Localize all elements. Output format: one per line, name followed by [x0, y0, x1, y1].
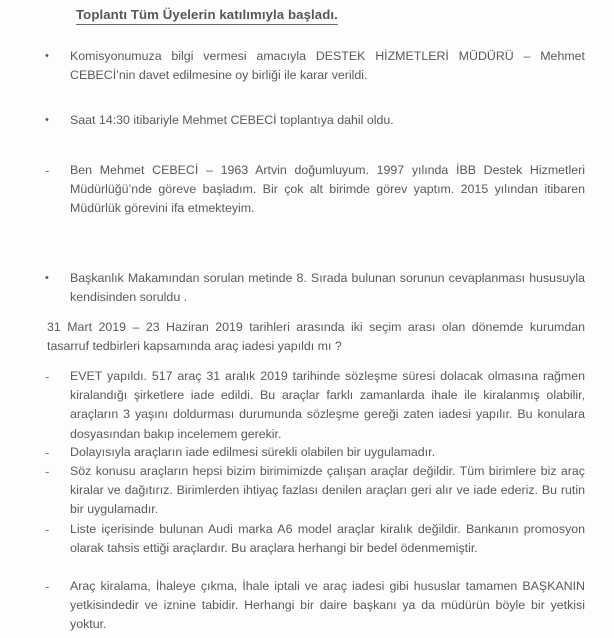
- bullet-dash-icon: -: [45, 522, 50, 537]
- list-item-text: EVET yapıldı. 517 araç 31 aralık 2019 tarihinde sözleşme süresi dolacak olmasına rağmen kiralandığı şirketlere iade edildi. Bu araçlar farklı zamanlarda ihale ile kiralanmış olabilir, araçların 3 yaşını doldurması durumunda sözleşme gereği zaten iadesi yapılır. Bu konulara dosyasından bakıp incelemem gerekir.: [70, 369, 585, 441]
- list-item: [0, 161, 585, 219]
- list-item-text: Başkanlık Makamından sorulan metinde 8. Sırada bulunan sorunun cevaplanması hususuyla kendisinden soruldu .: [70, 271, 585, 305]
- list-item: [0, 520, 585, 558]
- list-item-text: Saat 14:30 itibariyle Mehmet CEBECİ toplantıya dahil oldu.: [70, 113, 394, 127]
- list-item-text: Liste içerisinde bulunan Audi marka A6 model araçlar kiralık değildir. Bankanın promosyon olarak tahsis ettiği araçlardır. Bu araçlara herhangi bir bedel ödenmemiştir.: [70, 522, 585, 556]
- list-item-text: Söz konusu araçların hepsi bizim birimimizde çalışan araçlar değildir. Tüm birimlere biz araç kiralar ve dağıtırız. Birimlerden ihtiyaç fazlası denilen araçları geri alır ve iade ederiz. Bu rutin bir uygulamadır.: [70, 464, 585, 517]
- bullet-dot-icon: •: [45, 50, 49, 62]
- list-item: [0, 47, 585, 85]
- list-item-text: Araç kiralama, İhaleye çıkma, İhale iptali ve araç iadesi gibi hususlar tamamen BAŞKANIN yetkisindedir ve iznine tabidir. Herhangi bir daire başkanı ya da müdürün böyle bir yetkisi yoktur.: [70, 579, 585, 632]
- question-paragraph: 31 Mart 2019 – 23 Haziran 2019 tarihleri arasında iki seçim arası olan dönemde kurumdan tasarruf tedbirleri kapsamında araç iadesi yapıldı mı ?: [47, 320, 585, 354]
- list-item-text: Komisyonumuza bilgi vermesi amacıyla DESTEK HİZMETLERİ MÜDÜRÜ – Mehmet CEBECİ’nin davet edilmesine oy birliği ile karar verildi.: [70, 49, 585, 83]
- bullet-dash-icon: -: [45, 163, 50, 178]
- bullet-dash-icon: -: [45, 445, 50, 460]
- list-item: [0, 462, 585, 520]
- list-item-text: Dolayısıyla araçların iade edilmesi sürekli olabilen bir uygulamadır.: [70, 445, 436, 459]
- list-item: [0, 111, 585, 130]
- page-title: Toplantı Tüm Üyelerin katılımıyla başladı.: [76, 6, 338, 25]
- list-item: [0, 367, 585, 444]
- bullet-dot-icon: •: [45, 272, 49, 284]
- list-item-text: Ben Mehmet CEBECİ – 1963 Artvin doğumluyum. 1997 yılında İBB Destek Hizmetleri Müdürlüğü’nde göreve başladım. Bir çok alt birimde görev yaptım. 2015 yılından itibaren Müdürlük görevini ifa etmekteyim.: [70, 163, 585, 216]
- list-item: [0, 577, 585, 635]
- bullet-dash-icon: -: [45, 464, 50, 479]
- list-item: [0, 269, 585, 307]
- bullet-dash-icon: -: [45, 369, 50, 384]
- bullet-dash-icon: -: [45, 579, 50, 594]
- list-item: [0, 443, 585, 462]
- bullet-dot-icon: •: [45, 114, 49, 126]
